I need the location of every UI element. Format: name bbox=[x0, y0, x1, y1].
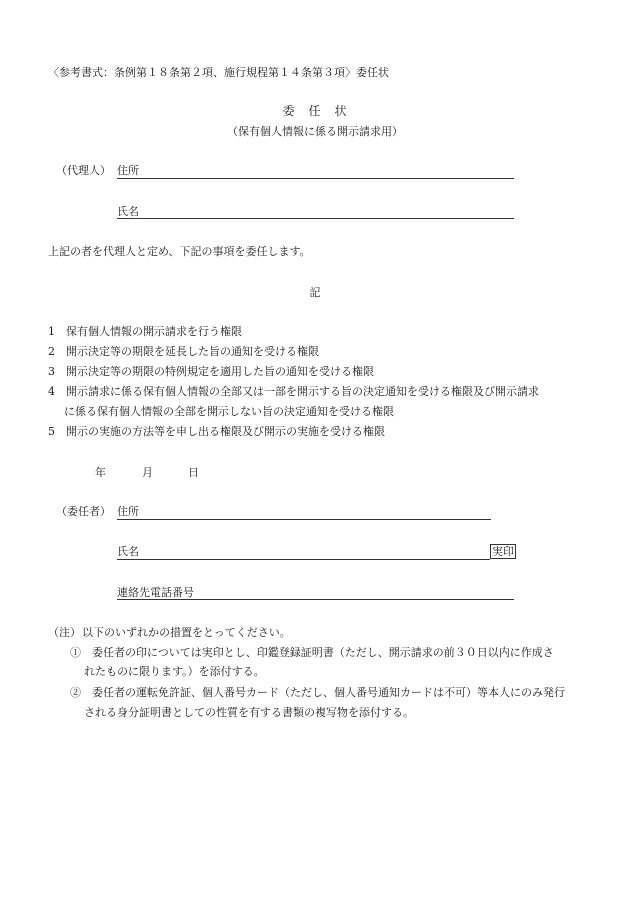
notes-intro: 以下のいずれかの措置をとってください。 bbox=[82, 626, 291, 639]
principal-label: （委任者） bbox=[56, 505, 111, 518]
principal-name-line bbox=[117, 559, 490, 560]
date-month: 月 bbox=[142, 466, 153, 479]
document-title: 委 任 状 bbox=[282, 104, 348, 118]
ki-heading: 記 bbox=[309, 286, 321, 299]
agent-address-line bbox=[117, 178, 514, 179]
note-line: される身分証明書としての性質を有する書類の複写物を添付する。 bbox=[84, 706, 414, 719]
seal-box: 実印 bbox=[492, 545, 514, 558]
agent-label: （代理人） bbox=[56, 164, 111, 177]
reference-heading: 〈参考書式：条例第１８条第２項、施行規程第１４条第３項〉委任状 bbox=[48, 66, 389, 79]
note-line: ① 委任者の印については実印とし、印鑑登録証明書（ただし、開示請求の前３０日以内に作成さ bbox=[70, 646, 554, 659]
agent-name-line bbox=[117, 218, 514, 219]
list-item: 1 保有個人情報の開示請求を行う権限 bbox=[48, 325, 242, 338]
agent-name-label: 氏名 bbox=[117, 205, 139, 218]
list-item: 3 開示決定等の期限の特例規定を適用した旨の通知を受ける権限 bbox=[48, 365, 374, 378]
principal-phone-label: 連絡先電話番号 bbox=[117, 586, 194, 599]
principal-name-label: 氏名 bbox=[117, 545, 139, 558]
list-item-continuation: に係る保有個人情報の全部を開示しない旨の決定通知を受ける権限 bbox=[64, 405, 394, 418]
principal-address-line bbox=[117, 519, 491, 520]
note-line: ② 委任者の運転免許証、個人番号カード（ただし、個人番号通知カードは不可）等本人にのみ発行 bbox=[70, 686, 565, 699]
principal-address-label: 住所 bbox=[117, 505, 139, 518]
list-item: 2 開示決定等の期限を延長した旨の通知を受ける権限 bbox=[48, 345, 319, 358]
document-subtitle: （保有個人情報に係る開示請求用） bbox=[227, 125, 403, 138]
note-line: れたものに限ります。）を添付する。 bbox=[84, 665, 265, 678]
notes-label: （注） bbox=[48, 626, 81, 639]
agent-address-label: 住所 bbox=[117, 164, 139, 177]
date-day: 日 bbox=[188, 466, 199, 479]
principal-phone-line bbox=[117, 599, 514, 600]
delegation-statement: 上記の者を代理人と定め、下記の事項を委任します。 bbox=[48, 245, 311, 258]
list-item: 4 開示請求に係る保有個人情報の全部又は一部を開示する旨の決定通知を受ける権限及び開示請求 bbox=[48, 385, 539, 398]
date-year: 年 bbox=[95, 466, 106, 479]
list-item: 5 開示の実施の方法等を申し出る権限及び開示の実施を受ける権限 bbox=[48, 425, 385, 438]
